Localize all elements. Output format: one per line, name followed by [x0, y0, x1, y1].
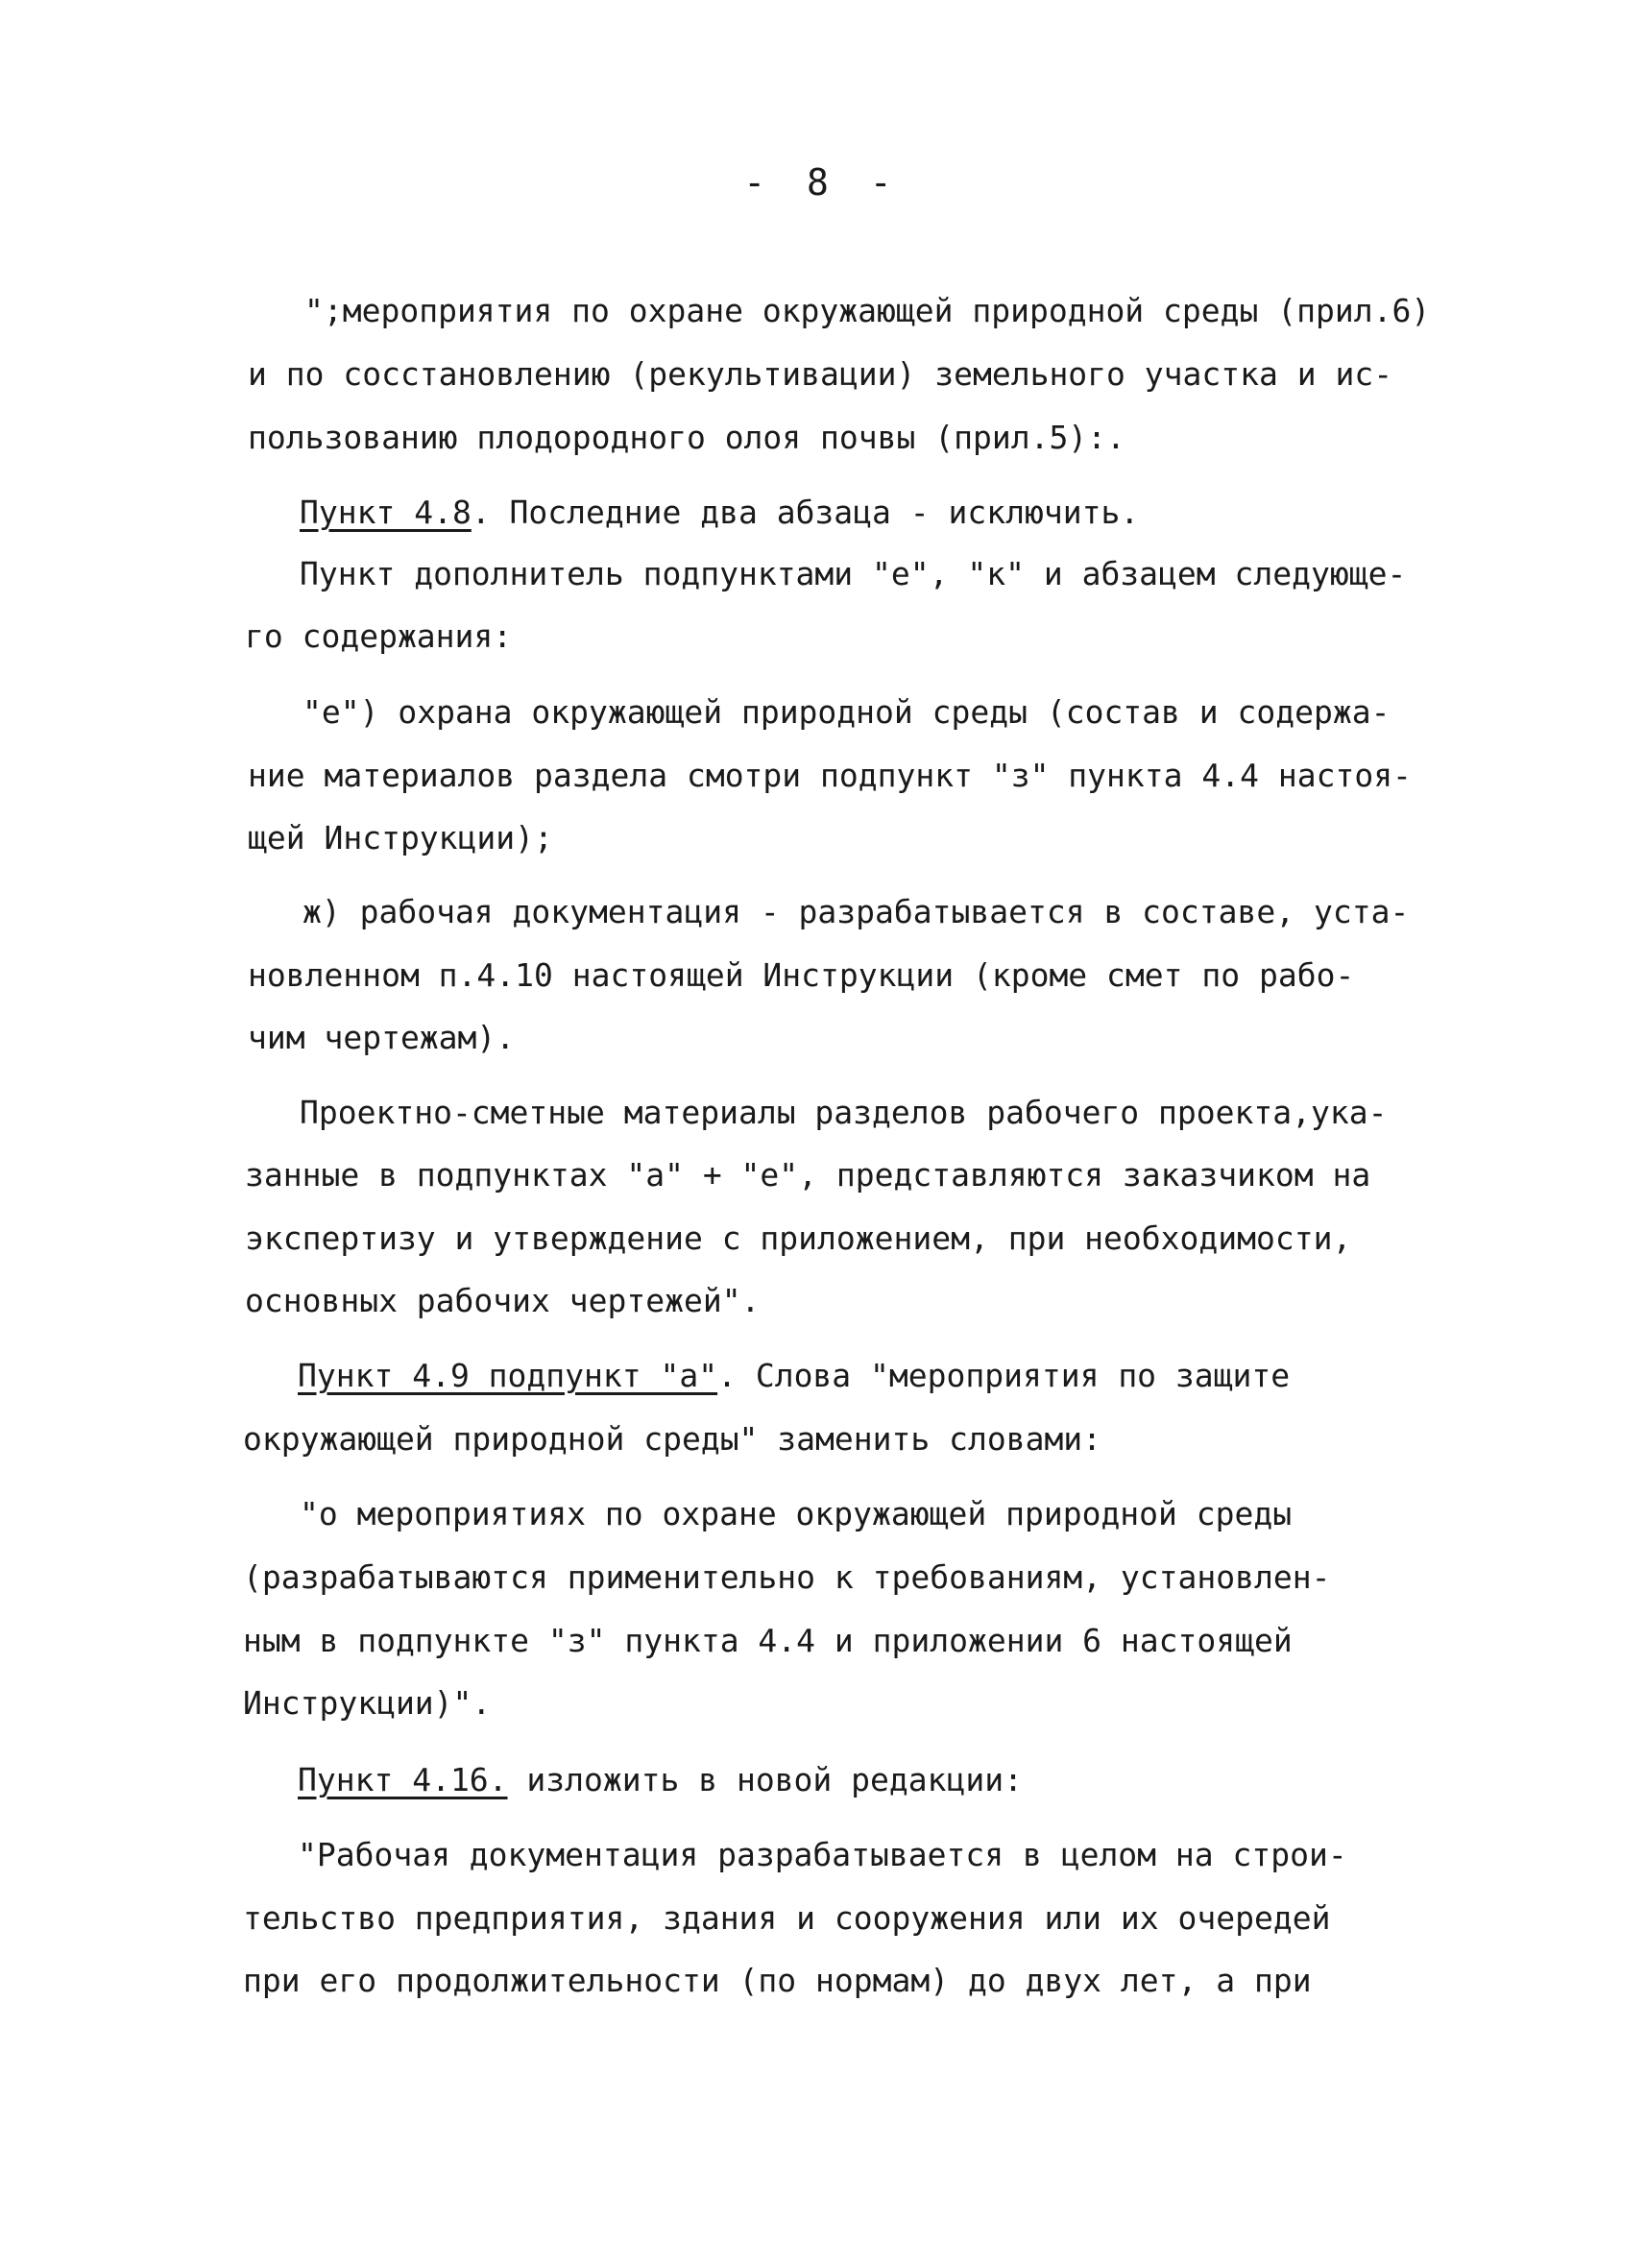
- section-reference: Пункт 4.8: [300, 494, 472, 531]
- text-line: "е") охрана окружающей природной среды (состав и содержа-: [302, 693, 1391, 731]
- page-number: - 8 -: [743, 161, 902, 204]
- text-line: пользованию плодородного олоя почвы (прил.5):.: [248, 419, 1125, 456]
- text-line: и по сосстановлению (рекультивации) земельного участка и ис-: [248, 355, 1393, 393]
- text-line: ние материалов раздела смотри подпункт "з" пункта 4.4 настоя-: [248, 757, 1412, 794]
- line-text: . Последние два абзаца - исключить.: [471, 494, 1140, 531]
- text-line: щей Инструкции);: [248, 819, 553, 857]
- text-line: [298, 1357, 1290, 1395]
- line-text: . Слова "мероприятия по защите: [717, 1357, 1291, 1394]
- section-reference: Пункт 4.9 подпункт "а": [298, 1357, 718, 1394]
- text-line: тельство предприятия, здания и сооружения или их очередей: [243, 1899, 1331, 1937]
- section-reference: Пункт 4.16.: [298, 1761, 508, 1798]
- text-line: Пункт дополнитель подпунктами "е", "к" и абзацем следующе-: [300, 555, 1407, 592]
- line-text: изложить в новой редакции:: [507, 1761, 1023, 1798]
- text-line: "Рабочая документация разрабатывается в целом на строи-: [298, 1836, 1347, 1873]
- text-line: ным в подпункте "з" пункта 4.4 и приложении 6 настоящей: [243, 1622, 1293, 1659]
- text-line: экспертизу и утверждение с приложением, при необходимости,: [245, 1219, 1352, 1257]
- text-line: ";мероприятия по охране окружающей природной среды (прил.6): [304, 292, 1431, 329]
- text-line: ж) рабочая документация - разрабатывается в составе, уста-: [302, 893, 1410, 930]
- text-line: Инструкции)".: [243, 1684, 492, 1722]
- text-line: чим чертежам).: [248, 1019, 516, 1056]
- text-line: [300, 494, 1139, 532]
- text-line: занные в подпунктах "а" + "е", представляются заказчиком на: [245, 1156, 1371, 1194]
- text-line: "о мероприятиях по охране окружающей природной среды: [300, 1495, 1293, 1532]
- text-line: [298, 1761, 1023, 1799]
- text-line: основных рабочих чертежей".: [245, 1282, 761, 1319]
- text-line: при его продолжительности (по нормам) до двух лет, а при: [243, 1962, 1312, 1999]
- text-line: го содержания:: [245, 617, 513, 655]
- text-line: (разрабатываются применительно к требованиям, установлен-: [243, 1558, 1331, 1596]
- text-line: новленном п.4.10 настоящей Инструкции (кроме смет по рабо-: [248, 956, 1355, 994]
- text-line: Проектно-сметные материалы разделов рабочего проекта,ука-: [300, 1094, 1388, 1131]
- text-line: окружающей природной среды" заменить словами:: [243, 1420, 1102, 1458]
